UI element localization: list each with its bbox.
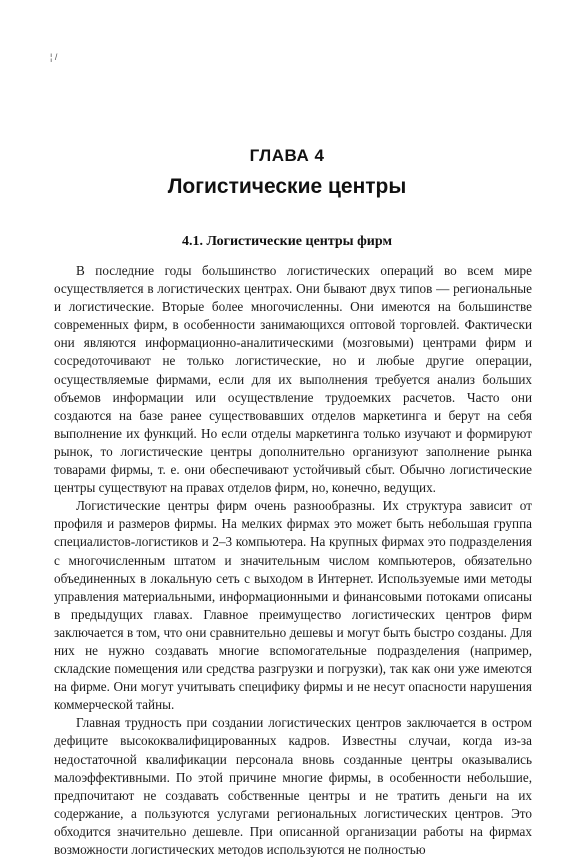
paragraph-1: В последние годы большинство логистических операций во всем мире осуществляется в логистических центрах. Они бывают двух типов — региональные и логистические. Вторые более многочисленны. Они имеются на большинстве современных фирм, в особенности занимающихся оптовой торговлей. Фактически они являются информационно-аналитическими (мозговыми) центрами фирм и сосредоточивают не только логистические, но и любые другие операции, осуществляемые фирмами, если для их выполнения требуется анализ больших объемов информации или осуществление трудоемких расчетов. Часто они создаются на базе ранее существовавших отделов маркетинга и берут на себя выполнение их функций. Но если отделы маркетинга только изучают и формируют рынок, то логистические центры дополнительно организуют заполнение рынка товарами фирмы, т. е. они обеспечивают устойчивый сбыт. Обычно логистические центры существуют на правах отделов фирм, но, конечно, ведущих. (54, 263, 532, 496)
paragraph-3: Главная трудность при создании логистических центров заключается в остром дефиците высококвалифицированных кадров. Известны случаи, когда из-за недостаточной квалификации персонала вновь созданные центры оказывались малоэффективными. По этой причине многие фирмы, в особенности небольшие, предпочитают не создавать собственные центры и не тратить деньги на их содержание, а пользуются услугами региональных логистических центров. Это обходится значительно дешевле. При описанной организации работы на фирмах возможности логистических методов используются не полностью (54, 715, 532, 857)
body-text (54, 262, 532, 859)
chapter-title: Логистические центры (167, 175, 407, 198)
paragraph-2: Логистические центры фирм очень разнообразны. Их структура зависит от профиля и размеров фирмы. На мелких фирмах это может быть небольшая группа специалистов-логистиков и 2–3 компьютера. На крупных фирмах это подразделения с многочисленным штатом и значительным числом компьютеров, обязательно объединенных в локальную сеть с выходом в Интернет. Используемые ими методы управления материальными, информационными и финансовыми потоками описаны в предыдущих главах. Главное преимущество логистических центров фирм заключается в том, что они сравнительно дешевы и могут быть быстро созданы. Для них не нужно создавать многие вспомогательные подразделения (например, складские помещения или средства разгрузки и погрузки), так как они уже имеются на фирме. Они могут учитывать специфику фирмы и не несут опасности нарушения коммерческой тайны. (54, 498, 532, 713)
chapter-label: ГЛАВА 4 (249, 146, 325, 165)
corner-mark: ¦ / (50, 52, 58, 62)
section-title: 4.1. Логистические центры фирм (182, 234, 392, 249)
